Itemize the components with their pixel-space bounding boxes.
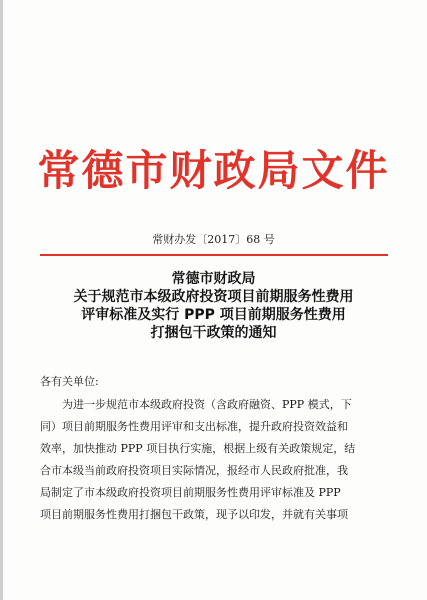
title-line-2: 评审标准及实行 PPP 项目前期服务性费用 (81, 307, 346, 323)
salutation: 各有关单位: (40, 375, 99, 388)
body-line: 同）项目前期服务性费用评审和支出标准，提升政府投资效益和 (40, 420, 348, 433)
body-line: 合市本级当前政府投资项目实际情况，报经市人民政府批准，我 (40, 464, 348, 477)
document-header-title: 常德市财政局文件 (37, 146, 390, 195)
body-paragraph (40, 394, 392, 526)
document-number: 常财办发〔2017〕68 号 (152, 233, 275, 246)
body-line: 局制定了市本级政府投资项目前期服务性费用评审标准及 PPP (40, 486, 341, 499)
body-line: 项目前期服务性费用打捆包干政策，现予以印发，并就有关事项 (40, 508, 348, 521)
title-line-3: 打捆包干政策的通知 (150, 325, 277, 341)
title-line-1: 关于规范市本级政府投资项目前期服务性费用 (73, 289, 354, 305)
body-line: 效率，加快推动 PPP 项目执行实施，根据上级有关政策规定，结 (40, 442, 356, 455)
title-line-issuer: 常德市财政局 (171, 271, 256, 287)
document-title (0, 270, 427, 342)
body-line: 为进一步规范市本级政府投资（含政府融资、PPP 模式，下 (62, 398, 352, 411)
red-divider-line (40, 254, 388, 256)
